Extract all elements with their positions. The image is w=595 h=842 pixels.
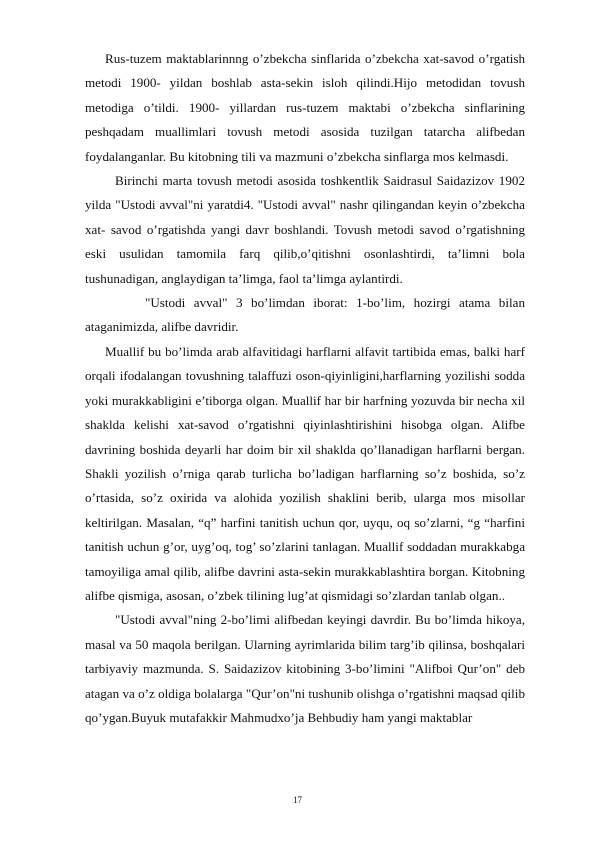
document-body [85, 47, 525, 730]
paragraph-second-section: "Ustodi avval"ning 2-bo’limi alifbedan keyingi davrdir. Bu bo’limda hikoya, masal va 50 maqola berilgan. Ularning ayrimlarida bilim targ’ib qilinsa, boshqalari tarbiyaviy mazmunda. S. Saidazizov kitobining 3-bo’limini "Alifboi Qur’on" deb atagan va o’z oldiga bolalarga "Qur’on"ni tushunib olishga o’rgatishni maqsad qilib qo’ygan.Buyuk mutafakkir Mahmudxo’ja Behbudiy ham yangi maktablar [85, 612, 525, 725]
paragraph-ustodi-avval-creation: Birinchi marta tovush metodi asosida toshkentlik Saidrasul Saidazizov 1902 yilda "Ustodi avval"ni yaratdi4. "Ustodi avval" nashr qilingandan keyin o’zbekcha xat- savod o’rgatishda yangi davr boshlandi. Tovush metodi savod o’rgatishning eski usulidan tamomila farq qilib,o’qitishni osonlashtirdi, ta’limni bola tushunadigan, anglaydigan ta’limga, faol ta’limga aylantirdi. [85, 173, 525, 286]
paragraph-alphabet-section: Muallif bu bo’limda arab alfavitidagi harflarni alfavit tartibida emas, balki harf orqali ifodalangan tovushning talaffuzi oson-qiyinligini,harflarning yozilishi sodda yoki murakkabligini e’tiborga olgan. Muallif har bir harfning yozuvda bir necha xil shaklda kelishi xat-savod o’rgatishni qiyinlashtirishini hisobga olgan. Alifbe davrining boshida deyarli har doim bir xil shaklda qo’llanadigan harflarni bergan. Shakli yozilish o’rniga qarab turlicha bo’ladigan harflarning so’z boshida, so’z o’rtasida, so’z oxirida va alohida yozilish shaklini berib, ularga mos misollar keltirilgan. Masalan, “q” harfini tanitish uchun qor, uyqu, oq so’zlarni, “g “harfini tanitish uchun g’or, uyg’oq, tog’ so’zlarini tanlagan. Muallif soddadan murakkabga tamoyiliga amal qilib, alifbe davrini asta-sekin murakkablashtira borgan. Kitobning alifbe qismiga, asosan, o’zbek tilining lug’at qismidagi so’zlardan tanlab olgan.. [85, 343, 525, 603]
paragraph-rus-tuzem: Rus-tuzem maktablarinnng o’zbekcha sinflarida o’zbekcha xat-savod o’rgatish metodi 1900- yildan boshlab asta-sekin isloh qilindi.Hijo metodidan tovush metodiga o’tildi. 1900- yillardan rus-tuzem maktabi o’zbekcha sinflarining peshqadam muallimlari tovush metodi asosida tuzilgan tatarcha alifbedan foydalanganlar. Bu kitobning tili va mazmuni o’zbekcha sinflarga mos kelmasdi. [85, 51, 525, 164]
page-number: 17 [293, 795, 302, 805]
paragraph-ustodi-avval-structure: "Ustodi avval" 3 bo’limdan iborat: 1-bo’lim, hozirgi atama bilan ataganimizda, alifbe davridir. [85, 295, 525, 335]
